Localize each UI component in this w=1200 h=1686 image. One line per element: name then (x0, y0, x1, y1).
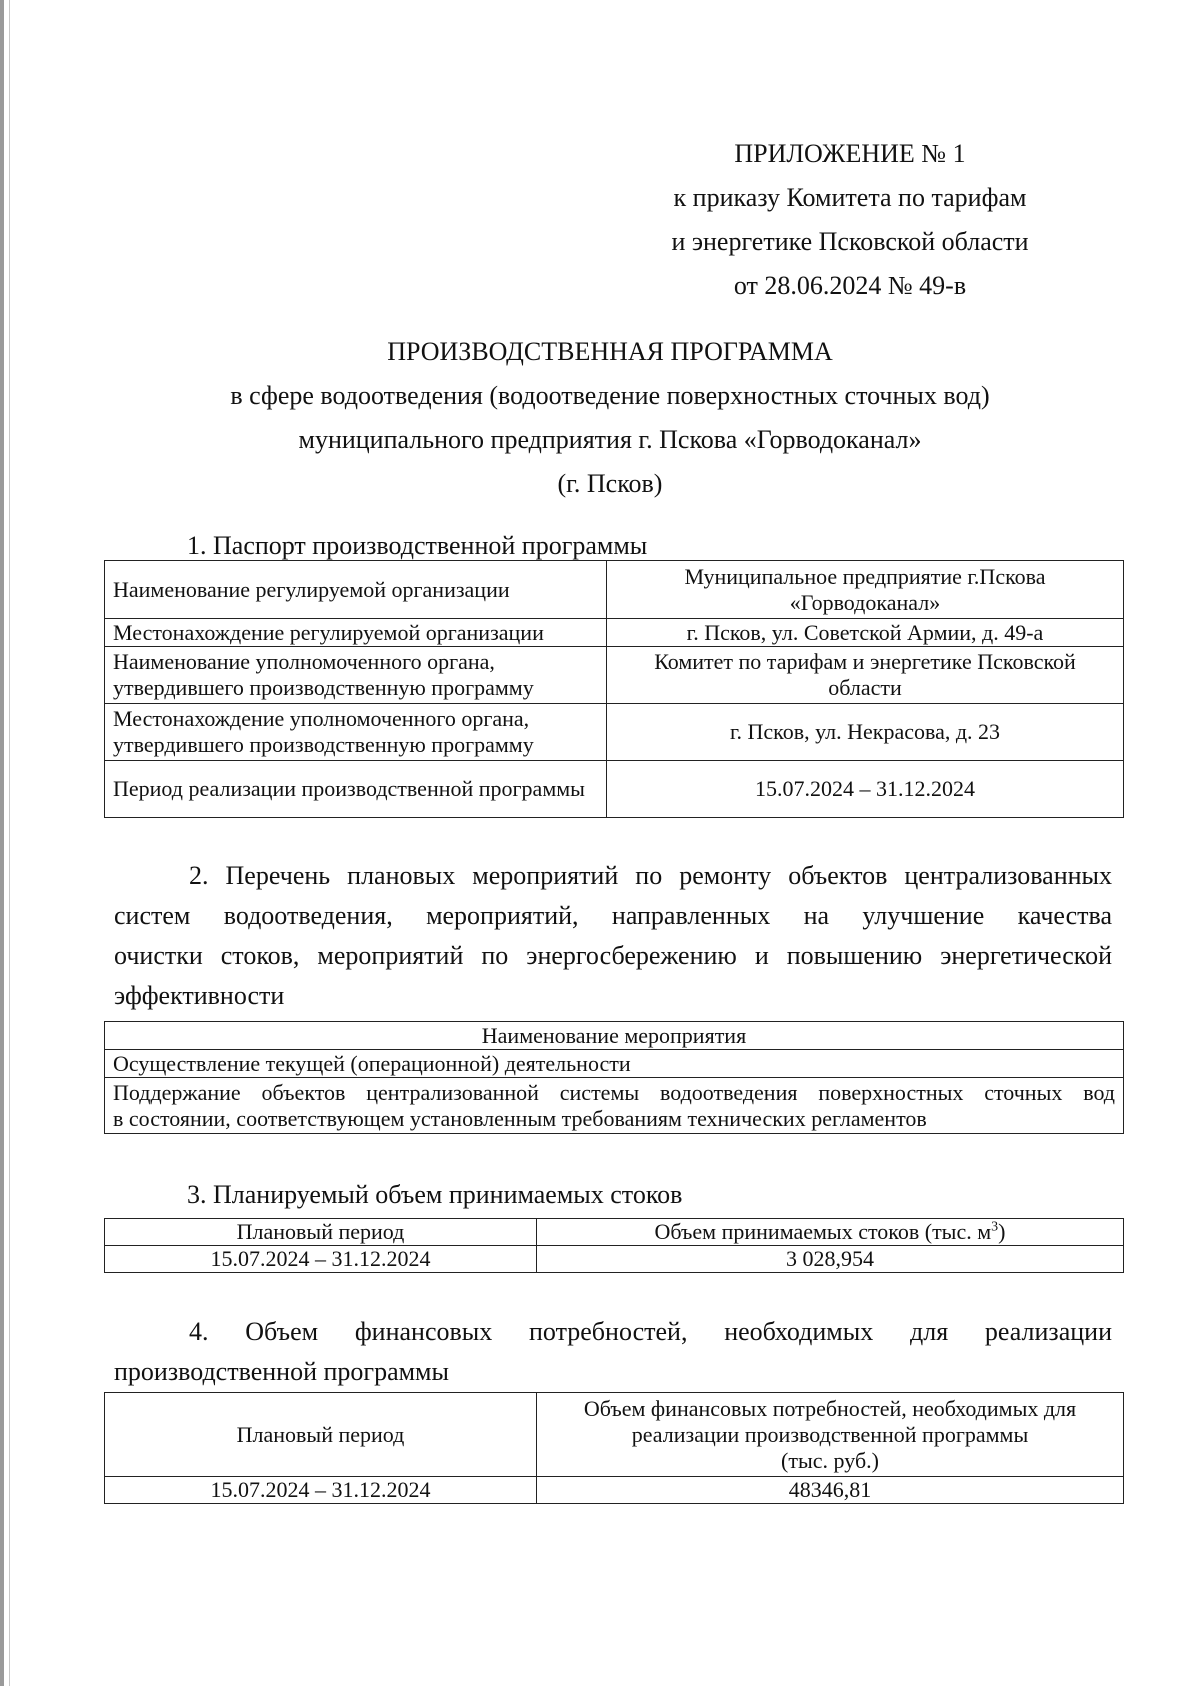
section3-title: 3. Планируемый объем принимаемых стоков (187, 1180, 683, 1209)
passport-label: Местонахождение регулируемой организации (105, 619, 607, 647)
section2-title-line: эффективности (114, 981, 285, 1010)
finance-period: 15.07.2024 – 31.12.2024 (105, 1477, 537, 1504)
table-row (105, 619, 1124, 647)
volume-header-end: ) (998, 1219, 1006, 1244)
section4-title (114, 1312, 1112, 1392)
passport-label: Местонахождение уполномоченного органа, утвердившего производственную программу (105, 704, 607, 761)
passport-value: г. Псков, ул. Некрасова, д. 23 (607, 704, 1124, 761)
volume-table (104, 1218, 1124, 1273)
finance-amount: 48346,81 (537, 1477, 1124, 1504)
finance-header-line: Объем финансовых потребностей, необходимых для (583, 1395, 1077, 1421)
volume-period: 15.07.2024 – 31.12.2024 (105, 1246, 537, 1273)
measure-item-line: Поддержание объектов централизованной системы водоотведения поверхностных сточных вод (113, 1079, 1115, 1105)
section2-title (114, 856, 1112, 1016)
finance-header-period: Плановый период (105, 1393, 537, 1477)
finance-header-amount (537, 1393, 1124, 1477)
passport-value: 15.07.2024 – 31.12.2024 (607, 761, 1124, 818)
section4-title-line: производственной программы (114, 1357, 449, 1386)
table-row (105, 1477, 1124, 1504)
table-row (105, 1078, 1124, 1134)
section2-title-line: очистки стоков, мероприятий по энергосбережению и повышению энергетической (114, 941, 1112, 970)
finance-header-line: (тыс. руб.) (781, 1447, 879, 1473)
passport-label: Период реализации производственной программы (105, 761, 607, 818)
scan-page-edge-line (9, 0, 10, 1686)
program-line-3: (г. Псков) (557, 469, 663, 498)
volume-header-text: Объем принимаемых стоков (тыс. м (654, 1219, 992, 1244)
volume-header-volume (537, 1219, 1124, 1246)
finance-table (104, 1392, 1124, 1504)
volume-header-period: Плановый период (105, 1219, 537, 1246)
measure-item: Осуществление текущей (операционной) деятельности (105, 1050, 1124, 1078)
table-row (105, 647, 1124, 704)
scan-page-edge (0, 0, 4, 1686)
table-row (105, 1219, 1124, 1246)
passport-label: Наименование регулируемой организации (105, 561, 607, 619)
measures-header: Наименование мероприятия (105, 1022, 1124, 1050)
passport-label: Наименование уполномоченного органа, утвердившего производственную программу (105, 647, 607, 704)
section2-title-line: 2. Перечень плановых мероприятий по ремонту объектов централизованных (189, 861, 1112, 890)
program-line-2: муниципального предприятия г. Пскова «Горводоканал» (298, 425, 922, 454)
passport-value: г. Псков, ул. Советской Армии, д. 49-а (607, 619, 1124, 647)
annex-line-3: от 28.06.2024 № 49-в (733, 271, 967, 300)
section2-title-line: систем водоотведения, мероприятий, направленных на улучшение качества (114, 901, 1112, 930)
annex-line-2: и энергетике Псковской области (671, 227, 1029, 256)
table-row (105, 761, 1124, 818)
passport-value: Муниципальное предприятие г.Пскова «Горводоканал» (607, 561, 1124, 619)
measures-table (104, 1021, 1124, 1134)
annex-header (600, 132, 1100, 308)
annex-title: ПРИЛОЖЕНИЕ № 1 (734, 139, 966, 168)
table-row (105, 1022, 1124, 1050)
volume-value: 3 028,954 (537, 1246, 1124, 1273)
volume-header-sup: 3 (991, 1219, 999, 1235)
annex-line-1: к приказу Комитета по тарифам (673, 183, 1027, 212)
passport-value: Комитет по тарифам и энергетике Псковской области (607, 647, 1124, 704)
table-row (105, 1393, 1124, 1477)
table-row (105, 561, 1124, 619)
passport-table (104, 560, 1124, 818)
program-line-1: в сфере водоотведения (водоотведение поверхностных сточных вод) (230, 381, 990, 410)
section4-title-line: 4. Объем финансовых потребностей, необходимых для реализации (189, 1317, 1112, 1346)
program-title: ПРОИЗВОДСТВЕННАЯ ПРОГРАММА (387, 337, 833, 366)
measure-item-line: в состоянии, соответствующем установленным требованиям технических регламентов (113, 1105, 927, 1131)
section1-title: 1. Паспорт производственной программы (187, 531, 648, 560)
table-row (105, 704, 1124, 761)
table-row (105, 1246, 1124, 1273)
program-heading (150, 330, 1070, 506)
table-row (105, 1050, 1124, 1078)
finance-header-line: реализации производственной программы (631, 1421, 1029, 1447)
measure-item (105, 1078, 1124, 1134)
